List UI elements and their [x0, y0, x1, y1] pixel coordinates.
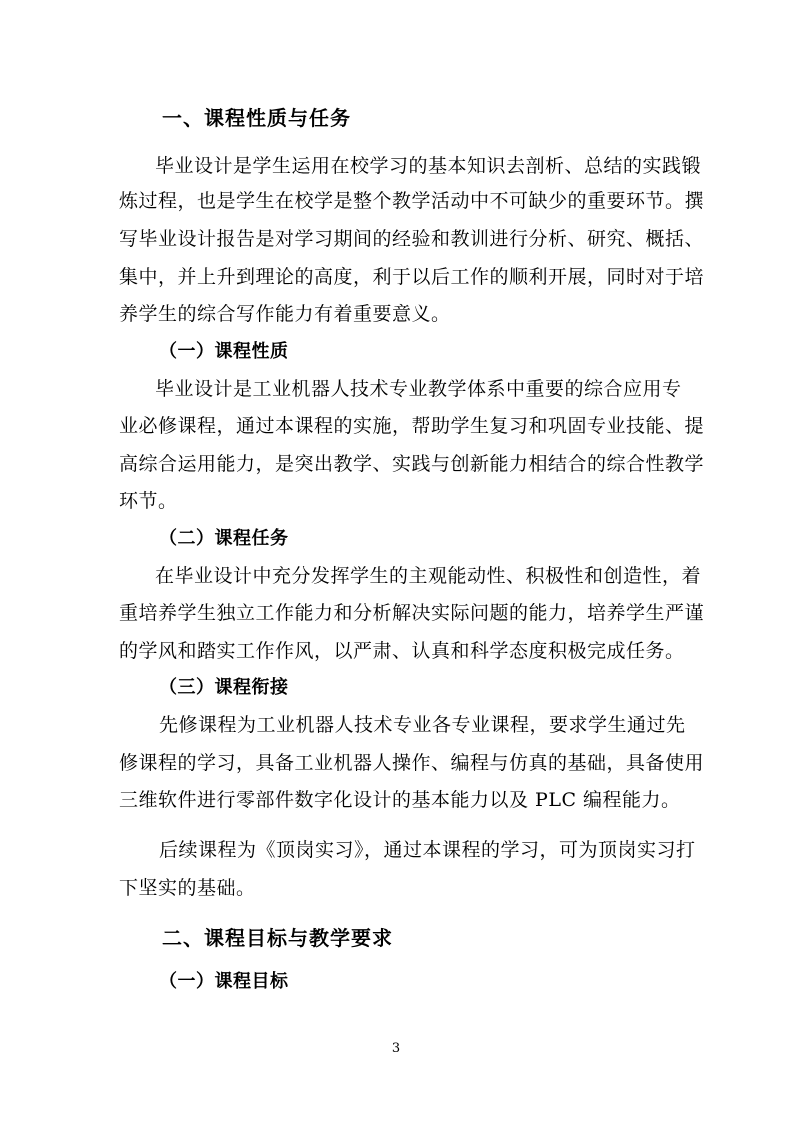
paragraph-line: 写毕业设计报告是对学习期间的经验和教训进行分析、研究、概括、 — [119, 228, 705, 250]
paragraph-line: 后续课程为《顶岗实习》，通过本课程的学习，可为顶岗实习打 — [159, 839, 696, 861]
section-heading-2: 二、课程目标与教学要求 — [162, 926, 393, 950]
page-number: 3 — [391, 1041, 401, 1056]
paragraph-line: 炼过程，也是学生在校学是整个教学活动中不可缺少的重要环节。撰 — [119, 190, 705, 212]
paragraph-line: 下坚实的基础。 — [119, 877, 256, 899]
section-heading-1: 一、课程性质与任务 — [162, 106, 351, 130]
paragraph-line: 三维软件进行零部件数字化设计的基本能力以及 PLC 编程能力。 — [119, 789, 681, 811]
paragraph-line: 高综合运用能力，是突出教学、实践与创新能力相结合的综合性教学 — [119, 453, 705, 475]
subheading-course-connection: （三）课程衔接 — [159, 677, 289, 698]
subheading-course-nature: （一）课程性质 — [159, 341, 289, 362]
paragraph-line: 业必修课程，通过本课程的实施，帮助学生复习和巩固专业技能、提 — [119, 415, 705, 437]
paragraph-line: 毕业设计是工业机器人技术专业教学体系中重要的综合应用专 — [155, 378, 682, 400]
paragraph-line: 毕业设计是学生运用在校学习的基本知识去剖析、总结的实践锻 — [155, 155, 702, 177]
paragraph-line: 重培养学生独立工作能力和分析解决实际问题的能力，培养学生严谨 — [119, 602, 705, 624]
paragraph-line: 环节。 — [119, 490, 178, 512]
subheading-course-task: （二）课程任务 — [159, 528, 289, 549]
paragraph-line: 的学风和踏实工作作风，以严肃、认真和科学态度积极完成任务。 — [119, 640, 685, 662]
paragraph-line: 集中，并上升到理论的高度，利于以后工作的顺利开展，同时对于培 — [119, 266, 705, 288]
paragraph-line: 在毕业设计中充分发挥学生的主观能动性、积极性和创造性，着 — [155, 565, 702, 587]
paragraph-line: 先修课程为工业机器人技术专业各专业课程，要求学生通过先 — [159, 714, 686, 736]
paragraph-line: 养学生的综合写作能力有着重要意义。 — [119, 303, 451, 325]
paragraph-line: 修课程的学习，具备工业机器人操作、编程与仿真的基础，具备使用 — [119, 752, 705, 774]
subheading-course-goals: （一）课程目标 — [159, 971, 289, 992]
